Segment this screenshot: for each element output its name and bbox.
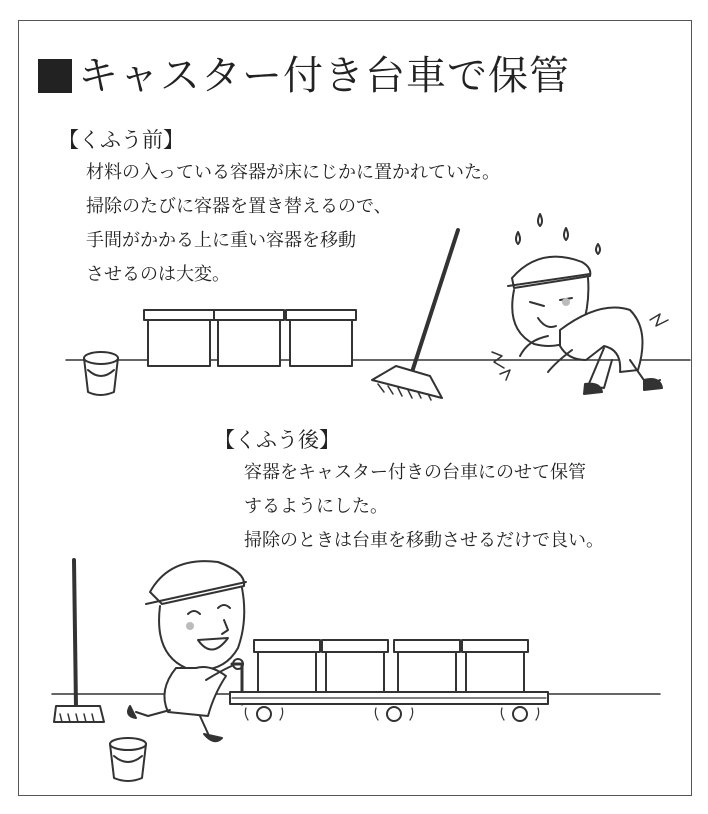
before-line-2: 掃除のたびに容器を置き替えるので、 (86, 196, 392, 217)
broom-after-icon (54, 560, 104, 722)
cart-wheel-1-icon (245, 707, 282, 721)
cart-wheel-2-icon (375, 707, 412, 721)
before-line-4: させるのは大変。 (86, 264, 230, 285)
bucket-icon (84, 352, 118, 395)
container-box-after-4 (462, 640, 528, 692)
caster-cart-icon (230, 692, 548, 704)
after-heading: 【くふう後】 (214, 428, 340, 452)
after-line-2: するようにした。 (244, 496, 388, 517)
struggling-worker-icon (492, 214, 668, 394)
before-line-3: 手間がかかる上に重い容器を移動 (86, 230, 356, 251)
happy-worker-icon (128, 561, 246, 741)
container-box-before-3 (286, 310, 356, 366)
container-box-after-1 (254, 640, 320, 692)
before-line-1: 材料の入っている容器が床にじかに置かれていた。 (86, 162, 500, 183)
container-box-after-2 (322, 640, 388, 692)
after-line-1: 容器をキャスター付きの台車にのせて保管 (244, 462, 586, 483)
container-box-before-1 (144, 310, 214, 366)
after-line-3: 掃除のときは台車を移動させるだけで良い。 (244, 530, 604, 551)
bucket-after-icon (110, 738, 146, 781)
page-title-text: キャスター付き台車で保管 (78, 53, 570, 99)
broom-icon (372, 230, 458, 400)
container-box-after-3 (394, 640, 460, 692)
before-heading: 【くふう前】 (58, 128, 184, 152)
cart-wheel-3-icon (501, 707, 538, 721)
container-box-before-2 (214, 310, 284, 366)
